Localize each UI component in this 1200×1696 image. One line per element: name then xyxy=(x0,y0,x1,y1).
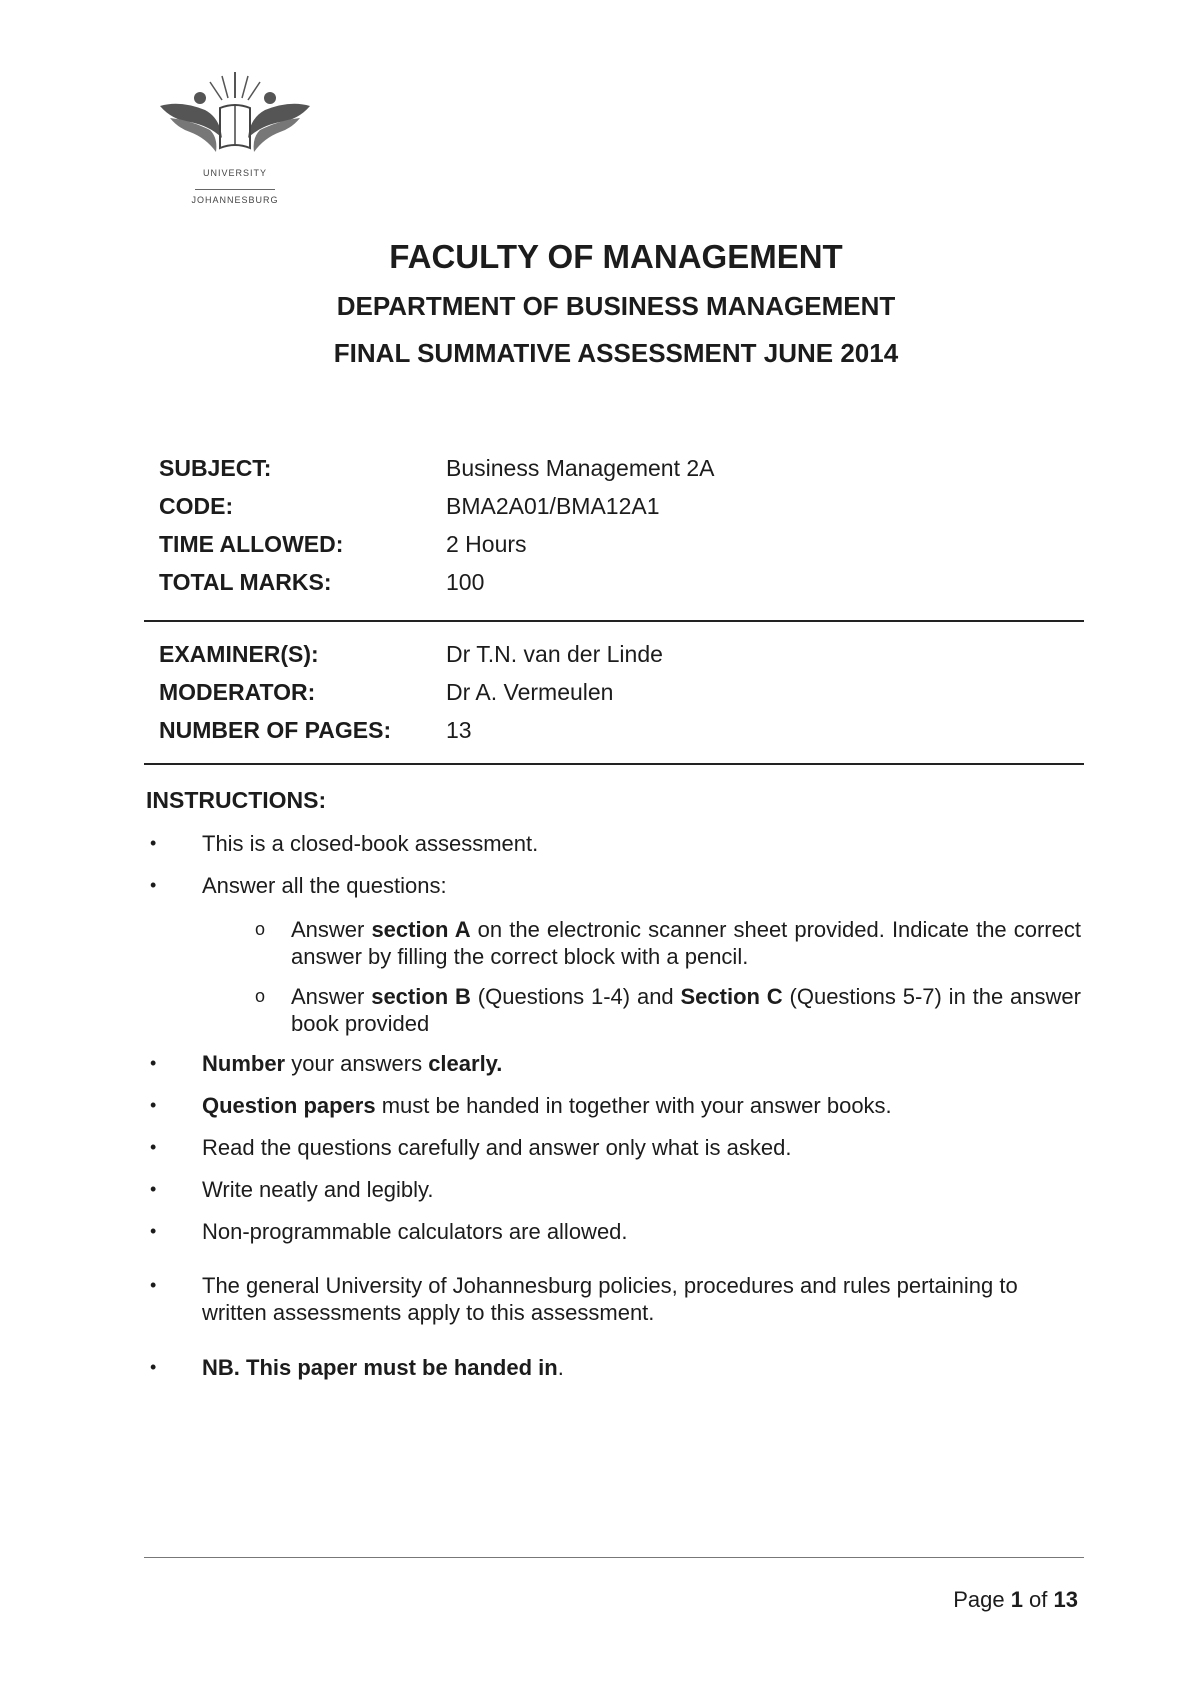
staff-label: EXAMINER(S): xyxy=(159,641,319,667)
detail-label: SUBJECT: xyxy=(159,455,272,481)
exam-cover-page: UNIVERSITY JOHANNESBURG FACULTY OF MANAGEMENT DEPARTMENT OF BUSINESS MANAGEMENT FINAL SUMMATIVE ASSESSMENT JUNE 2014 SUBJECT: Business Management 2A CODE: BMA2A01/BMA12A1 TIME ALLOWED: 2 Hours TOTAL MARKS: 100 EXAMINER(S): Dr T.N. van der Linde MODERATOR: Dr A. Vermeulen NUMBER OF PAGES: 13 INSTRUCTIONS: • This is a closed-book assessment. • Answer all the questions: o Answer section A on the electronic scanner sheet provided. Indicate the correct answer by filling the correct block with a pencil. o Answer section B (Questions 1-4) and Section C (Questions 5-7) in the answer book provided • Number your answers clearly. • Question papers must be handed in together with your answer books. • Read the questions carefully and answer only what is asked. • Write neatly and legibly. • Non-programmable calculators are allowed. • The general University of Johannesburg policies, procedures and rules pertaining to written assessments apply to this assessment. • NB. This paper must be handed in. Page 1 of 13 xyxy=(0,0,1200,1696)
detail-value: 2 Hours xyxy=(446,531,527,557)
staff-row-moderator xyxy=(159,679,1079,709)
staff-label: NUMBER OF PAGES: xyxy=(159,717,392,743)
section-divider xyxy=(144,620,1084,622)
section-divider xyxy=(144,763,1084,765)
bullet-icon: • xyxy=(150,1357,157,1377)
detail-row-marks xyxy=(159,569,1079,599)
bullet-icon: • xyxy=(150,1137,157,1157)
bullet-icon: • xyxy=(150,875,157,895)
university-logo xyxy=(150,68,320,208)
detail-row-subject xyxy=(159,455,1079,485)
footer-divider xyxy=(144,1557,1084,1558)
detail-row-time xyxy=(159,531,1079,561)
page-number: Page 1 of 13 xyxy=(953,1587,1078,1612)
logo-divider xyxy=(195,189,275,190)
staff-label: MODERATOR: xyxy=(159,679,316,705)
detail-label: TOTAL MARKS: xyxy=(159,569,332,595)
staff-value: Dr A. Vermeulen xyxy=(446,679,614,705)
bullet-icon: • xyxy=(150,1095,157,1115)
staff-row-pages xyxy=(159,717,1079,747)
staff-value: 13 xyxy=(446,717,472,743)
logo-text-johannesburg: JOHANNESBURG xyxy=(191,195,279,205)
detail-value: Business Management 2A xyxy=(446,455,715,481)
assessment-heading: FINAL SUMMATIVE ASSESSMENT JUNE 2014 xyxy=(333,338,899,368)
detail-label: CODE: xyxy=(159,493,234,519)
detail-value: 100 xyxy=(446,569,485,595)
instructions-heading: INSTRUCTIONS: xyxy=(146,787,327,813)
bullet-icon: • xyxy=(150,1053,157,1073)
bullet-icon: • xyxy=(150,833,157,853)
sub-bullet-icon: o xyxy=(255,986,266,1006)
staff-row-examiner xyxy=(159,641,1079,671)
logo-text-university: UNIVERSITY xyxy=(202,168,267,178)
bullet-icon: • xyxy=(150,1275,157,1295)
crest-emblem-icon xyxy=(150,68,320,168)
bullet-icon: • xyxy=(150,1179,157,1199)
department-heading: DEPARTMENT OF BUSINESS MANAGEMENT xyxy=(336,291,896,321)
detail-row-code xyxy=(159,493,1079,523)
bullet-icon: • xyxy=(150,1221,157,1241)
detail-label: TIME ALLOWED: xyxy=(159,531,344,557)
faculty-heading: FACULTY OF MANAGEMENT xyxy=(389,238,843,275)
staff-value: Dr T.N. van der Linde xyxy=(446,641,663,667)
detail-value: BMA2A01/BMA12A1 xyxy=(446,493,660,519)
sub-bullet-icon: o xyxy=(255,919,266,939)
